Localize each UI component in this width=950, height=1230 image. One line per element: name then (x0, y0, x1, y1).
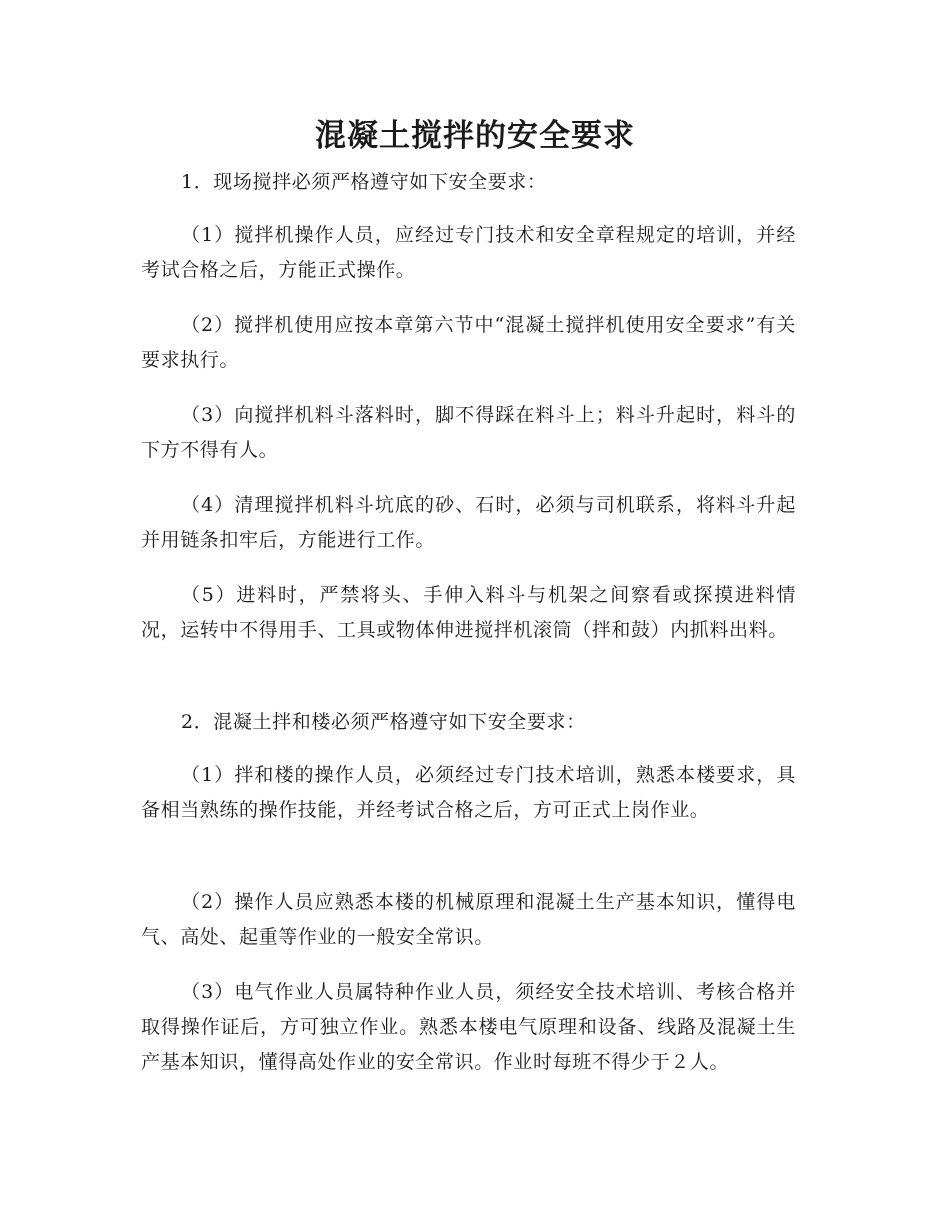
page-title: 混凝土搅拌的安全要求 (315, 118, 635, 154)
section-2-item-1: （1）拌和楼的操作人员，必须经过专门技术培训，熟悉本楼要求，具备相当熟练的操作技能，并经考试合格之后，方可正式上岗作业。 (141, 764, 796, 821)
section-1-heading: 1．现场搅拌必须严格遵守如下安全要求： (181, 171, 547, 193)
section-2-item-3: （3）电气作业人员属特种作业人员，须经安全技术培训、考核合格并取得操作证后，方可独立作业。熟悉本楼电气原理和设备、线路及混凝土生产基本知识，懂得高处作业的安全常识。作业时每班不得少于２人。 (141, 981, 796, 1073)
section-2-heading: 2．混凝土拌和楼必须严格遵守如下安全要求： (181, 711, 586, 733)
section-1-item-1: （1）搅拌机操作人员，应经过专门技术和安全章程规定的培训，并经考试合格之后，方能正式操作。 (141, 224, 796, 281)
section-2-item-2: （2）操作人员应熟悉本楼的机械原理和混凝土生产基本知识，懂得电气、高处、起重等作业的一般安全常识。 (141, 891, 796, 948)
section-1-item-4: （4）清理搅拌机料斗坑底的砂、石时，必须与司机联系，将料斗升起并用链条扣牢后，方能进行工作。 (141, 494, 796, 551)
section-1-item-3: （3）向搅拌机料斗落料时，脚不得踩在料斗上；料斗升起时，料斗的下方不得有人。 (141, 404, 796, 461)
section-1-item-2: （2）搅拌机使用应按本章第六节中“混凝土搅拌机使用安全要求”有关要求执行。 (141, 314, 796, 371)
section-1-item-5: （5）进料时，严禁将头、手伸入料斗与机架之间察看或探摸进料情况，运转中不得用手、工具或物体伸进搅拌机滚筒（拌和鼓）内抓料出料。 (141, 584, 796, 641)
